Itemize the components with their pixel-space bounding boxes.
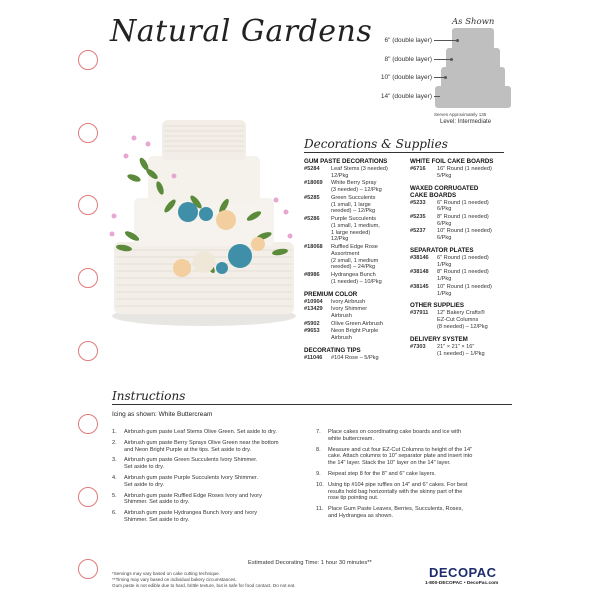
instructions-right-column (316, 429, 512, 524)
instruction-step (316, 447, 512, 467)
supply-item-description: 12" Bakery Crafts® EZ-Cut Columns (8 needed) – 12/Pkg (437, 310, 488, 330)
supplies-right-column (410, 158, 510, 362)
supply-item-number: #6716 (410, 166, 426, 172)
binder-hole (78, 559, 98, 579)
supply-item-number: #10904 (304, 298, 323, 305)
step-text: Airbrush gum paste Green Succulents Ivory Shimmer. Set aside to dry. (124, 457, 258, 471)
premium-item-list (304, 299, 412, 342)
supply-item-description: 10" Round (1 needed) 6/Pkg (437, 228, 492, 242)
supply-item (410, 214, 510, 228)
supply-item-number: #7303 (410, 343, 426, 350)
instruction-step (316, 429, 512, 443)
supply-item (304, 166, 412, 180)
other-item-list (410, 310, 510, 330)
supply-item (410, 200, 510, 214)
tier-leader-dot (450, 58, 453, 61)
step-number: 2. (112, 439, 117, 446)
supply-item (410, 284, 510, 298)
corrugated-boards-group (410, 185, 510, 242)
supply-item-number: #5285 (304, 194, 320, 201)
supply-item-description: 16" Round (1 needed) 5/Pkg (437, 166, 492, 179)
supply-item-description: Ivory Airbrush (331, 298, 366, 305)
gum-paste-heading: GUM PASTE DECORATIONS (304, 158, 388, 165)
supply-item-description: 10" Round (1 needed) 1/Pkg (437, 283, 492, 297)
estimated-time: Estimated Decorating Time: 1 hour 30 minutes** (248, 560, 372, 566)
decorations-underline (304, 152, 504, 153)
step-text: Airbrush gum paste Ruffled Edge Roses Ivory and Ivory Shimmer. Set aside to dry. (124, 492, 262, 506)
instruction-step (112, 457, 308, 471)
instructions-title: Instructions (112, 389, 186, 403)
supply-item (304, 328, 412, 342)
decorating-tips-group (304, 347, 412, 362)
binder-hole (78, 341, 98, 361)
brand-logo: DECOPAC (429, 565, 497, 580)
contact-info: 1-800-DECOPAC • DecoPac.com (425, 581, 499, 586)
foil-boards-group (410, 158, 510, 180)
instructions-underline (112, 404, 512, 405)
tier-leader (434, 96, 440, 97)
as-shown-label: As Shown (452, 17, 495, 27)
step-text: Place Gum Paste Leaves, Berries, Succulents, Roses, and Hydrangea as shown. (328, 506, 463, 519)
supply-item-description: Leaf Stems (3 needed) 12/Pkg (331, 166, 388, 179)
step-text: Airbrush gum paste Hydrangea Bunch Ivory and Ivory Shimmer. Set aside to dry. (124, 510, 258, 523)
supply-item-number: #5235 (410, 213, 426, 220)
binder-hole (78, 268, 98, 288)
supply-item-number: #8986 (304, 271, 320, 278)
step-text: Airbrush gum paste Leaf Stems Olive Green. Set aside to dry. (124, 429, 277, 435)
premium-color-heading: PREMIUM COLOR (304, 290, 358, 298)
supply-item-description: 6" Round (1 needed) 1/Pkg (437, 254, 489, 268)
supply-item-description: Ruffled Edge Rose Assortment (2 small, 1 medium needed) – 24/Pkg (331, 243, 379, 271)
instruction-step (112, 440, 308, 454)
footnote-timing: **Timing may vary based on individual bakery circumstances. (112, 576, 237, 582)
other-supplies-heading: OTHER SUPPLIES (410, 302, 464, 310)
step-text: Place cakes on coordinating cake boards and ice with white buttercream. (328, 429, 462, 442)
tier-label-14: 14" (double layer) (380, 93, 432, 100)
icing-subtitle: Icing as shown: White Buttercream (112, 411, 213, 418)
decorating-tips-heading: DECORATING TIPS (304, 346, 361, 354)
gum-paste-group (304, 158, 412, 286)
cake-photo (104, 116, 300, 330)
corrugated-item-list (410, 200, 510, 242)
binder-hole (78, 414, 98, 434)
tier-14 (435, 86, 511, 108)
supply-item-description: White Berry Spray (3 needed) – 12/Pkg (331, 180, 382, 194)
supply-item (410, 255, 510, 269)
supply-item-number: #18068 (304, 243, 323, 250)
binder-hole (78, 50, 98, 70)
supply-item-description: 6" Round (1 needed) 6/Pkg (437, 199, 489, 213)
supply-item-number: #11046 (304, 354, 323, 361)
instruction-step (316, 471, 512, 478)
supply-item (304, 299, 412, 306)
step-number: 5. (112, 492, 117, 499)
step-number: 4. (112, 474, 117, 481)
step-number: 7. (316, 429, 321, 435)
supply-item-number: #38146 (410, 254, 429, 261)
step-number: 11. (316, 506, 324, 513)
instruction-step (112, 493, 308, 507)
binder-hole (78, 487, 98, 507)
binder-hole (78, 123, 98, 143)
instruction-step (316, 506, 512, 520)
supply-item-number: #13429 (304, 306, 323, 313)
separator-item-list (410, 255, 510, 297)
tier-leader-dot (456, 39, 459, 42)
premium-color-group (304, 291, 412, 342)
foil-boards-heading: WHITE FOIL CAKE BOARDS (410, 158, 494, 165)
tips-item-list (304, 355, 412, 362)
step-number: 6. (112, 510, 117, 517)
supply-item (304, 272, 412, 286)
supply-item-number: #5902 (304, 320, 320, 327)
serves-text: Serves Approximately 135 (434, 112, 487, 117)
supply-item (304, 180, 412, 194)
supply-item-description: Purple Succulents (1 small, 1 medium, 1 large needed) 12/Pkg (331, 215, 380, 243)
tier-leader-dot (444, 76, 447, 79)
supply-item-description: 21" × 21" × 16" (1 needed) – 1/Pkg (437, 343, 485, 357)
tier-label-6: 6" (double layer) (384, 37, 432, 44)
step-number: 8. (316, 446, 321, 453)
supply-item-number: #5286 (304, 215, 320, 222)
step-number: 9. (316, 470, 321, 477)
supply-item (304, 306, 412, 320)
step-text: Using tip #104 pipe ruffles on 14" and 6" cakes. For best results hold bag horizontally with the skinny part of the rose tip pointing out. (328, 481, 468, 502)
separator-plates-group (410, 247, 510, 297)
supply-item-description: 8" Round (1 needed) 6/Pkg (437, 213, 489, 227)
supply-item (304, 195, 412, 215)
step-text: Airbrush gum paste Purple Succulents Ivory Shimmer. Set aside to dry. (124, 474, 258, 488)
supply-item-description: 8" Round (1 needed) 1/Pkg (437, 269, 489, 283)
instructions-left-column (112, 429, 308, 528)
supply-item-number: #5233 (410, 199, 426, 206)
binder-holes (78, 0, 100, 600)
supply-item (304, 244, 412, 271)
supply-item-number: #5237 (410, 228, 426, 235)
level-text: Level: Intermediate (440, 119, 492, 125)
delivery-system-heading: DELIVERY SYSTEM (410, 335, 468, 343)
footnote-servings: *Servings may vary based on cake cutting technique. (112, 571, 221, 576)
foil-item-list (410, 166, 510, 180)
instruction-step (316, 482, 512, 502)
supply-item-number: #18069 (304, 180, 323, 187)
corrugated-boards-heading: WAXED CORRUGATED CAKE BOARDS (410, 184, 479, 199)
instruction-step (112, 510, 308, 524)
supply-item-number: #38145 (410, 283, 429, 290)
gum-item-list (304, 166, 412, 286)
supply-item (410, 310, 510, 330)
page-title: Natural Gardens (110, 14, 373, 49)
supplies-left-column (304, 158, 412, 367)
step-text: Measure and cut four EZ-Cut Columns to height of the 14" cake. Attach columns to 10" separator plate and insert into the 14" layer. Stack the 10" layer on the 14" layer. (328, 446, 473, 467)
tier-label-8: 8" (double layer) (384, 56, 432, 63)
instruction-step (112, 429, 308, 436)
supply-item (304, 355, 412, 362)
step-number: 3. (112, 457, 117, 464)
supply-item-number: #37911 (410, 310, 429, 317)
supply-item (304, 216, 412, 243)
supply-item-description: Hydrangea Bunch (1 needed) – 10/Pkg (331, 271, 382, 285)
tier-label-10: 10" (double layer) (380, 74, 432, 81)
footnote-gum-paste: Gum paste is not edible due to hard, brittle texture, but is safe for food contact. Do not eat. (112, 582, 296, 588)
supply-item-description: Ivory Shimmer Airbrush (331, 306, 368, 319)
supply-item-number: #9653 (304, 328, 320, 335)
delivery-item-list (410, 344, 510, 358)
supply-item (410, 344, 510, 358)
supply-item-number: #5284 (304, 166, 320, 172)
delivery-system-group (410, 336, 510, 358)
step-text: Repeat step 8 for the 8" and 6" cake layers. (328, 470, 436, 477)
supply-item-description: Green Succulents (1 small, 1 large needed) – 12/Pkg (331, 194, 376, 215)
footnotes (112, 571, 295, 588)
decorations-title: Decorations & Supplies (304, 137, 448, 151)
binder-hole (78, 195, 98, 215)
supply-item-description: #104 Rose – 5/Pkg (331, 354, 379, 361)
tier-leader (434, 40, 458, 41)
step-text: Airbrush gum paste Berry Sprays Olive Green near the bottom and Neon Bright Purple at the tips. Set aside to dry. (124, 439, 279, 453)
supply-item (410, 166, 510, 180)
supply-item-number: #38148 (410, 269, 429, 276)
instruction-step (112, 475, 308, 489)
other-supplies-group (410, 302, 510, 330)
supply-item (304, 321, 412, 328)
supply-item (410, 228, 510, 242)
separator-plates-heading: SEPARATOR PLATES (410, 246, 474, 254)
step-number: 1. (112, 429, 117, 435)
step-number: 10. (316, 481, 324, 488)
supply-item-description: Olive Green Airbrush (331, 320, 383, 327)
supply-item (410, 269, 510, 283)
supply-item-description: Neon Bright Purple Airbrush (331, 328, 379, 341)
